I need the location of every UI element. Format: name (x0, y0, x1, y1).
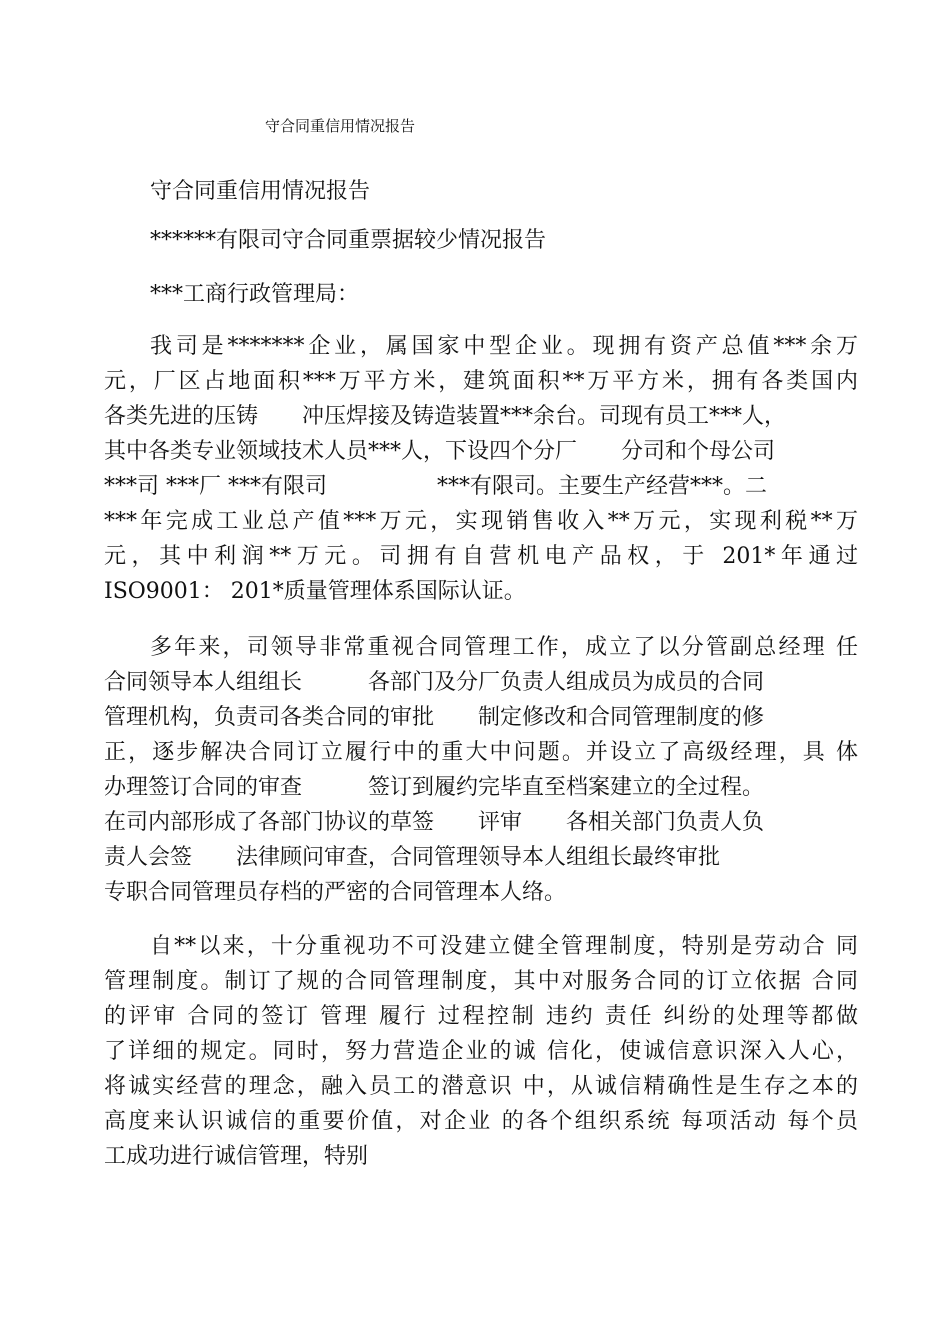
salutation: ***工商行政管理局： (150, 282, 360, 307)
paragraph-line: 正，逐步解决合同订立履行中的重大中问题。并设立了高级经理，具 体 (104, 740, 858, 765)
paragraph-line: 各类先进的压铸 冲压焊接及铸造装置***余台。司现有员工***人， (104, 404, 787, 429)
paragraph-line: 将诚实经营的理念，融入员工的潜意识 中，从诚信精确性是生存之本的 (104, 1074, 858, 1099)
paragraph-line: ISO9001： 201*质量管理体系国际认证。 (104, 579, 526, 604)
paragraph-line: 其中各类专业领域技术人员***人，下设四个分厂 分司和个母公司 (104, 439, 776, 464)
paragraph-line: 元，其中利润**万元。司拥有自营机电产品权，于 201*年通过 (104, 544, 858, 569)
paragraph-line: 的评审 合同的签订 管理 履行 过程控制 违约 责任 纠纷的处理等都做 (104, 1004, 858, 1029)
paragraph-line: 自**以来，十分重视功不可没建立健全管理制度，特别是劳动合 同 (150, 934, 858, 959)
paragraph-line: 了详细的规定。同时，努力营造企业的诚 信化，使诚信意识深入人心， (104, 1039, 858, 1064)
paragraph-line: 管理机构，负责司各类合同的审批 制定修改和合同管理制度的修 (104, 705, 765, 730)
paragraph-line: 专职合同管理员存档的严密的合同管理本人络。 (104, 880, 567, 905)
running-header: 守合同重信用情况报告 (265, 117, 416, 135)
paragraph-line: 合同领导本人组组长 各部门及分厂负责人组成员为成员的合同 (104, 670, 765, 695)
paragraph-line: 在司内部形成了各部门协议的草签 评审 各相关部门负责人负 (104, 810, 765, 835)
paragraph-line: ***司 ***厂 ***有限司 ***有限司。主要生产经营***。二 (104, 474, 767, 499)
document-title: 守合同重信用情况报告 (150, 179, 371, 204)
paragraph-line: 多年来，司领导非常重视合同管理工作，成立了以分管副总经理 任 (150, 635, 858, 660)
paragraph-line: 工成功进行诚信管理，特别 (104, 1144, 369, 1169)
paragraph-line: 我司是*******企业，属国家中型企业。现拥有资产总值***余万 (150, 334, 858, 359)
paragraph-line: 管理制度。制订了规的合同管理制度，其中对服务合同的订立依据 合同 (104, 969, 858, 994)
paragraph-line: ***年完成工业总产值***万元，实现销售收入**万元，实现利税**万 (104, 509, 858, 534)
paragraph-line: 元，厂区占地面积***万平方米，建筑面积**万平方米，拥有各类国内 (104, 369, 858, 394)
document-subtitle: ******有限司守合同重票据较少情况报告 (150, 228, 547, 253)
paragraph-line: 责人会签 法律顾问审查，合同管理领导本人组组长最终审批 (104, 845, 721, 870)
paragraph-line: 办理签订合同的审查 签订到履约完毕直至档案建立的全过程。 (104, 775, 765, 800)
paragraph-line: 高度来认识诚信的重要价值，对企业 的各个组织系统 每项活动 每个员 (104, 1109, 858, 1134)
